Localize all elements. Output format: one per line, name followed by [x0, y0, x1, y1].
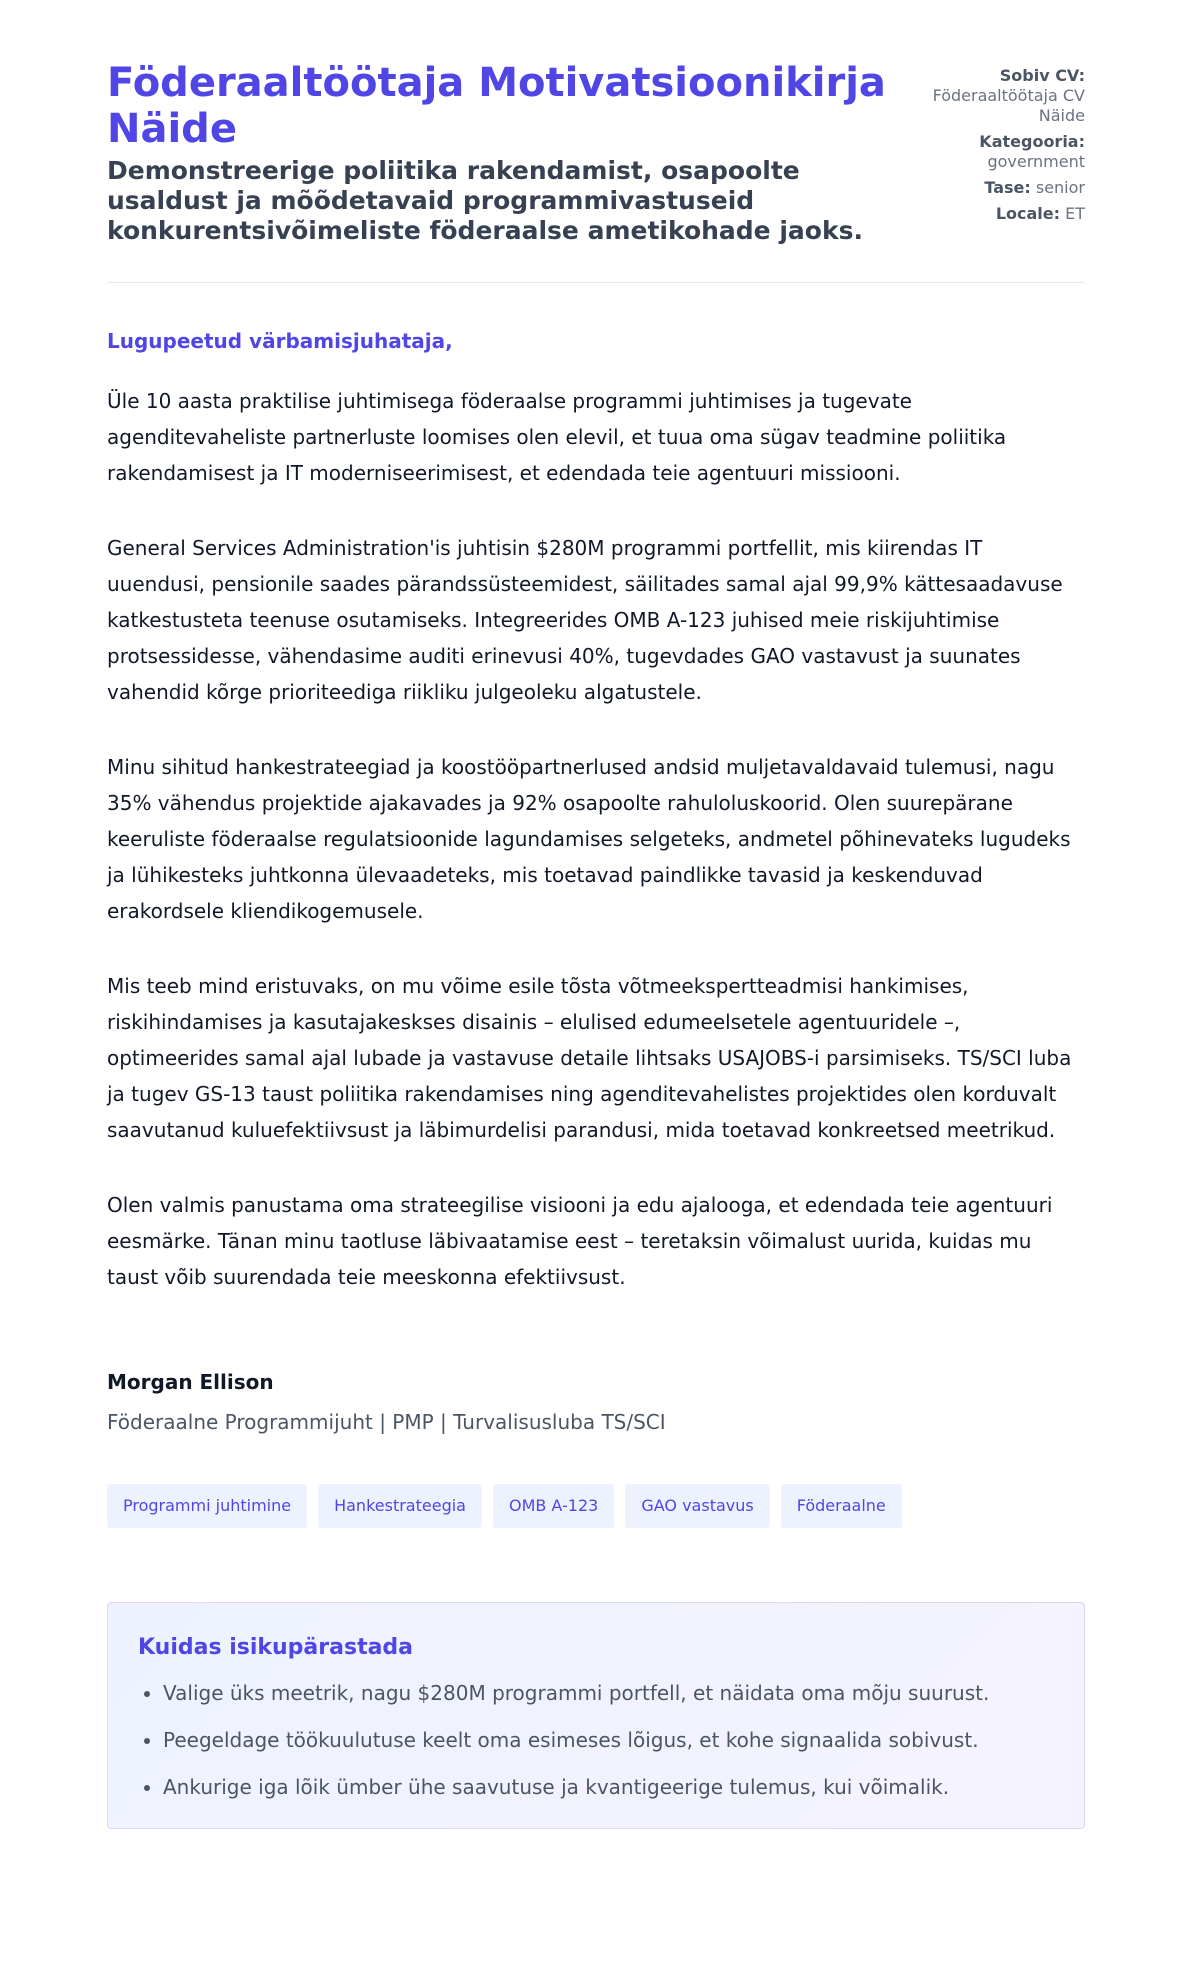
cover-letter-page: [107, 60, 1085, 1829]
tag-chip[interactable]: Hankestrateegia: [318, 1484, 482, 1528]
meta-category: [925, 132, 1085, 172]
tag-chip[interactable]: Föderaalne: [781, 1484, 902, 1528]
meta-cv-label: Sobiv CV:: [999, 66, 1085, 85]
signature-title: Föderaalne Programmijuht | PMP | Turvalisusluba TS/SCI: [107, 1410, 666, 1434]
signature-name: Morgan Ellison: [107, 1370, 274, 1394]
meta-category-value: government: [987, 152, 1085, 171]
letter-paragraph: Olen valmis panustama oma strateegilise visiooni ja edu ajalooga, et edendada teie agentuuri eesmärke. Tänan minu taotluse läbivaatamise eest – teretaksin võimalust uurida, kuidas mu taust võib suurendada teie meeskonna efektiivsust.: [107, 1193, 1053, 1289]
header-titles: [107, 60, 907, 246]
tag-list: [107, 1484, 1085, 1528]
tip-item: • Ankurige iga lõik ümber ühe saavutuse ja kvantigeerige tulemus, kui võimalik.: [163, 1772, 1054, 1802]
meta-panel: [925, 60, 1085, 230]
meta-cv-value[interactable]: Föderaaltöötaja CV Näide: [932, 86, 1085, 125]
letter-paragraph: General Services Administration'is juhtisin $280M programmi portfellit, mis kiirendas IT uuendusi, pensionile saades pärandssüsteemidest, säilitades samal ajal 99,9% kättesaadavuse katkestusteta teenuse osutamiseks. Integreerides OMB A-123 juhised meie riskijuhtimise protsessidesse, vähendasime auditi erinevusi 40%, tugevdades GAO vastavust ja suunates vahendid kõrge prioriteediga riikliku julgeoleku algatustele.: [107, 536, 1063, 704]
tip-item: • Peegeldage töökuulutuse keelt oma esimeses lõigus, et kohe signaalida sobivust.: [163, 1725, 1054, 1755]
meta-category-label: Kategooria:: [979, 132, 1085, 151]
meta-level-label: Tase:: [984, 178, 1031, 197]
tag-chip[interactable]: OMB A-123: [493, 1484, 614, 1528]
letter-body: [107, 383, 1085, 1295]
meta-level-value: senior: [1035, 178, 1085, 197]
meta-locale: [925, 204, 1085, 224]
signature-block: [107, 1370, 1085, 1434]
personalization-tips-box: [107, 1602, 1085, 1829]
tips-title: Kuidas isikupärastada: [138, 1635, 414, 1660]
tag-chip[interactable]: GAO vastavus: [625, 1484, 769, 1528]
page-header: [107, 60, 1085, 283]
tip-item: • Valige üks meetrik, nagu $280M programmi portfell, et näidata oma mõju suurust.: [163, 1678, 1054, 1708]
letter-paragraph: Minu sihitud hankestrateegiad ja koostööpartnerlused andsid muljetavaldavaid tulemusi, nagu 35% vähendus projektide ajakavades ja 92% osapoolte rahuloluskoorid. Olen suurepärane keeruliste föderaalse regulatsioonide lagundamises selgeteks, andmetel põhinevateks lugudeks ja lühikesteks juhtkonna ülevaadeteks, mis toetavad paindlikke tavasid ja keskenduvad erakordsele kliendikogemusele.: [107, 755, 1071, 923]
meta-locale-label: Locale:: [995, 204, 1061, 223]
letter-greeting: Lugupeetud värbamisjuhataja,: [107, 329, 453, 353]
meta-level: [925, 178, 1085, 198]
page-subtitle: Demonstreerige poliitika rakendamist, osapoolte usaldust ja mõõdetavaid programmivastuseid konkurentsivõimeliste föderaalse ametikohade jaoks.: [107, 156, 863, 245]
tag-chip[interactable]: Programmi juhtimine: [107, 1484, 307, 1528]
letter-paragraph: Üle 10 aasta praktilise juhtimisega föderaalse programmi juhtimises ja tugevate agenditevaheliste partnerluste loomises olen elevil, et tuua oma sügav teadmine poliitika rakendamisest ja IT moderniseerimisest, et edendada teie agentuuri missiooni.: [107, 389, 1007, 485]
tips-list: [138, 1678, 1054, 1802]
meta-cv: [925, 66, 1085, 126]
letter-paragraph: Mis teeb mind eristuvaks, on mu võime esile tõsta võtmeekspertteadmisi hankimises, riskihindamises ja kasutajakeskses disainis – elulised edumeelsetele agentuuridele –, optimeerides samal ajal lubade ja vastavuse detaile lihtsaks USAJOBS-i parsimiseks. TS/SCI luba ja tugev GS-13 taust poliitika rakendamises ning agenditevahelistes projektides olen korduvalt saavutanud kuluefektiivsust ja läbimurdelisi parandusi, mida toetavad konkreetsed meetrikud.: [107, 974, 1072, 1142]
meta-locale-value: ET: [1065, 204, 1085, 223]
page-title: Föderaaltöötaja Motivatsioonikirja Näide: [107, 60, 886, 152]
